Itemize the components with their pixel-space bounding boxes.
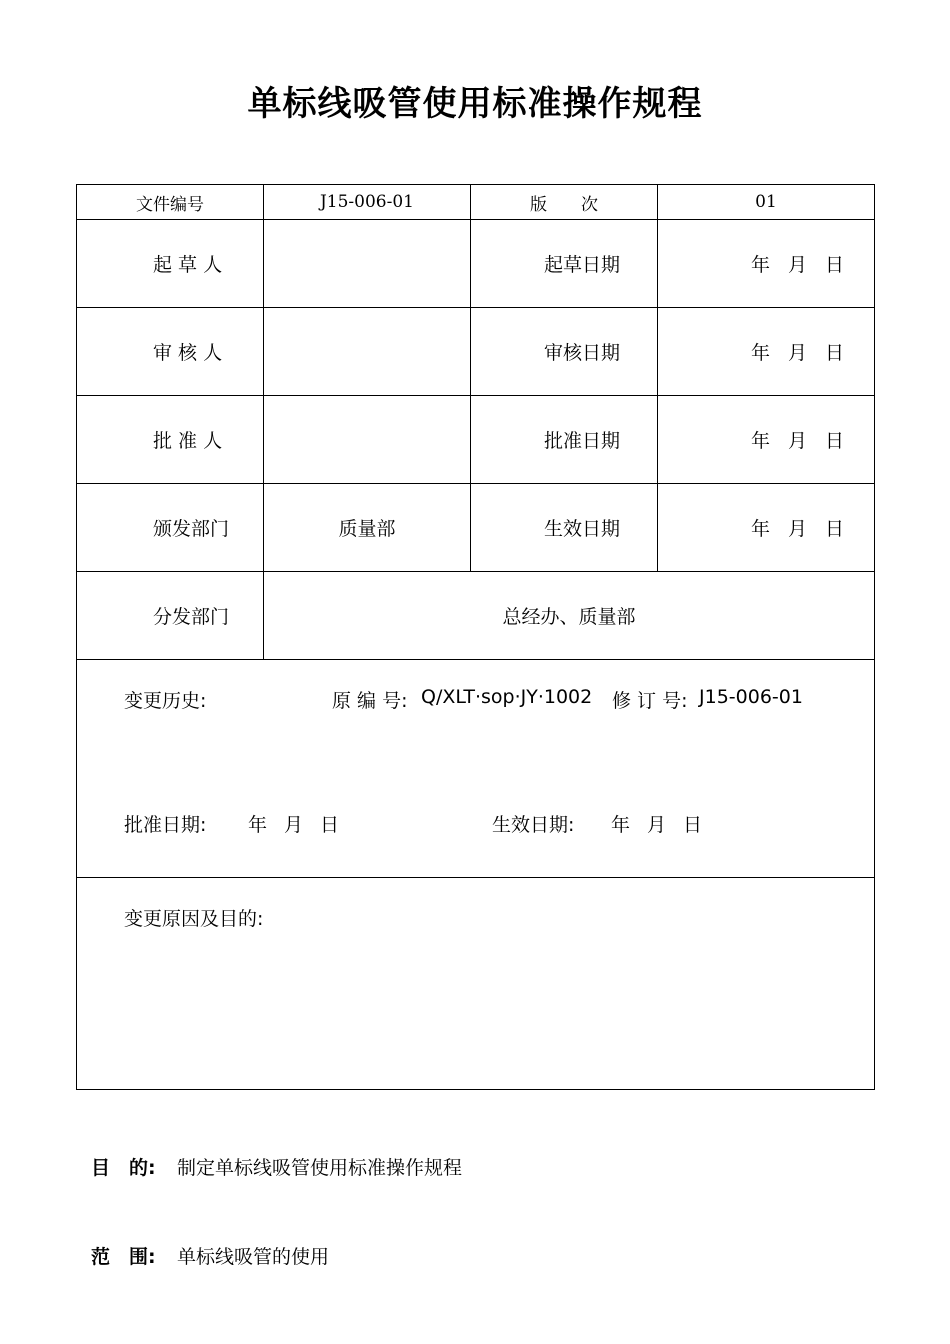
month-text: 月 — [788, 254, 808, 276]
scope-label: 范 围: — [91, 1246, 156, 1268]
purpose-line — [91, 1153, 462, 1180]
effective-date-value — [658, 484, 875, 572]
scope-value: 单标线吸管的使用 — [177, 1246, 330, 1268]
distribution-value: 总经办、质量部 — [264, 572, 875, 660]
document-info-table — [76, 184, 875, 1090]
draft-date-value — [658, 220, 875, 308]
year-text: 年 — [611, 814, 631, 836]
rev-no-label: 修 订 号: — [612, 690, 688, 712]
month-text: 月 — [788, 518, 808, 540]
version-value: 01 — [658, 185, 875, 220]
day-text: 日 — [825, 254, 845, 276]
purpose-label: 目 的: — [91, 1157, 156, 1179]
purpose-value: 制定单标线吸管使用标准操作规程 — [177, 1157, 463, 1179]
approver-label: 批 准 人 — [77, 396, 264, 484]
year-text: 年 — [248, 814, 268, 836]
day-text: 日 — [683, 814, 703, 836]
change-reason-label: 变更原因及目的: — [124, 908, 264, 930]
review-date-value — [658, 308, 875, 396]
change-reason-row — [77, 878, 875, 1090]
issuer-label: 颁发部门 — [77, 484, 264, 572]
year-text: 年 — [751, 518, 771, 540]
month-text: 月 — [647, 814, 667, 836]
day-text: 日 — [320, 814, 340, 836]
history-effective-label: 生效日期: — [492, 814, 575, 836]
year-text: 年 — [751, 430, 771, 452]
history-label: 变更历史: — [124, 690, 207, 712]
approver-value — [264, 396, 471, 484]
issuer-value: 质量部 — [264, 484, 471, 572]
review-date-label: 审核日期 — [471, 308, 658, 396]
reviewer-value — [264, 308, 471, 396]
day-text: 日 — [825, 430, 845, 452]
drafter-value — [264, 220, 471, 308]
orig-no-value: Q/XLT·sop·JY·1002 — [421, 686, 593, 708]
drafter-row — [77, 220, 875, 308]
year-text: 年 — [751, 254, 771, 276]
year-text: 年 — [751, 342, 771, 364]
reviewer-label: 审 核 人 — [77, 308, 264, 396]
doc-no-value: J15-006-01 — [264, 185, 471, 220]
day-text: 日 — [825, 518, 845, 540]
history-approve-label: 批准日期: — [124, 814, 207, 836]
distribution-label: 分发部门 — [77, 572, 264, 660]
doc-no-label: 文件编号 — [77, 185, 264, 220]
rev-no-value: J15-006-01 — [699, 686, 803, 708]
page-title: 单标线吸管使用标准操作规程 — [247, 84, 703, 124]
month-text: 月 — [788, 342, 808, 364]
effective-date-label: 生效日期 — [471, 484, 658, 572]
scope-line — [91, 1242, 329, 1269]
approve-date-label: 批准日期 — [471, 396, 658, 484]
approve-date-value — [658, 396, 875, 484]
history-cell — [77, 660, 875, 878]
draft-date-label: 起草日期 — [471, 220, 658, 308]
version-label: 版 次 — [471, 185, 658, 220]
month-text: 月 — [284, 814, 304, 836]
month-text: 月 — [788, 430, 808, 452]
orig-no-label: 原 编 号: — [332, 690, 408, 712]
change-reason-cell — [77, 878, 875, 1090]
approver-row — [77, 396, 875, 484]
history-row — [77, 660, 875, 878]
drafter-label: 起 草 人 — [77, 220, 264, 308]
header-row — [77, 185, 875, 220]
distribution-row — [77, 572, 875, 660]
issuer-row — [77, 484, 875, 572]
day-text: 日 — [825, 342, 845, 364]
reviewer-row — [77, 308, 875, 396]
